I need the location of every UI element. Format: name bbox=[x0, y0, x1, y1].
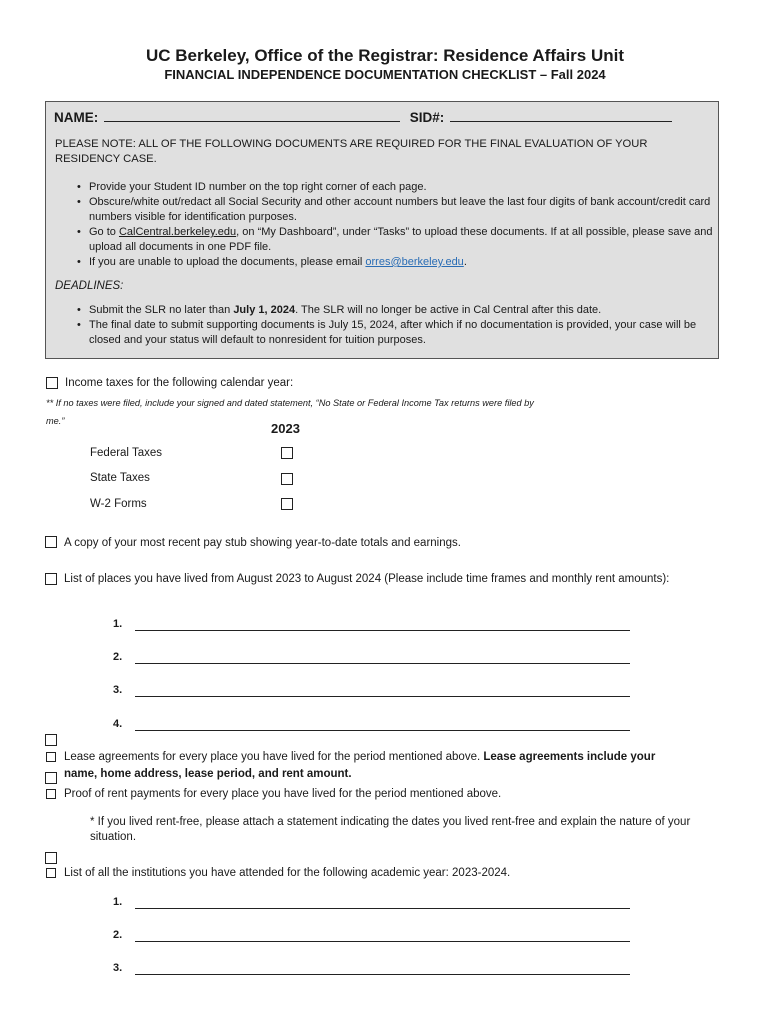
lease-label: Lease agreements for every place you have lived for the period mentioned above. Lease agreements include your bbox=[64, 751, 656, 763]
rent-proof-label: Proof of rent payments for every place you have lived for the period mentioned above. bbox=[64, 788, 502, 800]
instruction-list bbox=[75, 180, 715, 270]
w2-forms-checkbox[interactable] bbox=[281, 498, 293, 510]
state-taxes-checkbox[interactable] bbox=[281, 473, 293, 485]
instruction-item: • Provide your Student ID number on the top right corner of each page. bbox=[75, 180, 715, 195]
institution-number: 2. bbox=[113, 929, 123, 941]
place-line-2[interactable] bbox=[135, 663, 630, 664]
lease-details-label: name, home address, lease period, and rent amount. bbox=[64, 768, 352, 780]
institution-line-1[interactable] bbox=[135, 908, 630, 909]
federal-taxes-checkbox[interactable] bbox=[281, 447, 293, 459]
page-subtitle: FINANCIAL INDEPENDENCE DOCUMENTATION CHECKLIST – Fall 2024 bbox=[164, 67, 606, 82]
deadline-item: • Submit the SLR no later than July 1, 2024. The SLR will no longer be active in Cal Central after this date. bbox=[75, 303, 715, 318]
lease-details-checkbox[interactable] bbox=[45, 772, 57, 784]
institution-number: 1. bbox=[113, 896, 123, 908]
name-label: NAME: bbox=[54, 110, 99, 125]
places-lived-label: List of places you have lived from August 2023 to August 2024 (Please include time frames and monthly rent amounts): bbox=[64, 573, 670, 585]
place-number: 2. bbox=[113, 651, 123, 663]
institution-line-2[interactable] bbox=[135, 941, 630, 942]
pay-stub-checkbox[interactable] bbox=[45, 536, 57, 548]
rent-free-note: * If you lived rent-free, please attach a statement indicating the dates you lived rent-free and explain the nature of your situation. bbox=[90, 816, 691, 843]
income-taxes-label: Income taxes for the following calendar year: bbox=[65, 377, 294, 389]
tax-year: 2023 bbox=[271, 421, 300, 436]
sid-field[interactable] bbox=[450, 110, 672, 122]
sid-label: SID#: bbox=[409, 110, 445, 125]
income-note: ** If no taxes were filed, include your signed and dated statement, “No State or Federal Income Tax returns were filed by me.” bbox=[46, 398, 534, 426]
place-line-3[interactable] bbox=[135, 696, 630, 697]
required-note: PLEASE NOTE: ALL OF THE FOLLOWING DOCUMENTS ARE REQUIRED FOR THE FINAL EVALUATION OF YOUR RESIDENCY CASE. bbox=[55, 138, 648, 165]
calcentral-link[interactable]: CalCentral.berkeley.edu bbox=[118, 226, 237, 238]
federal-taxes-label: Federal Taxes bbox=[90, 447, 163, 459]
extra-checkbox[interactable] bbox=[45, 734, 57, 746]
pay-stub-label: A copy of your most recent pay stub showing year-to-date totals and earnings. bbox=[64, 537, 461, 549]
institutions-checkbox[interactable] bbox=[46, 868, 56, 878]
place-line-1[interactable] bbox=[135, 630, 630, 631]
deadline-item: • The final date to submit supporting documents is July 15, 2024, after which if no documentation is provided, your case will be closed and your status will default to nonresident for tuition purposes. bbox=[75, 318, 715, 348]
institutions-label: List of all the institutions you have attended for the following academic year: 2023-2024. bbox=[64, 867, 511, 879]
name-sid-line bbox=[54, 110, 672, 125]
institution-number: 3. bbox=[113, 962, 123, 974]
name-field[interactable] bbox=[104, 110, 400, 122]
place-number: 1. bbox=[113, 618, 123, 630]
institution-line-3[interactable] bbox=[135, 974, 630, 975]
lease-checkbox[interactable] bbox=[46, 752, 56, 762]
place-number: 4. bbox=[113, 718, 123, 730]
place-line-4[interactable] bbox=[135, 730, 630, 731]
page-title: UC Berkeley, Office of the Registrar: Residence Affairs Unit bbox=[145, 46, 625, 65]
places-lived-checkbox[interactable] bbox=[45, 573, 57, 585]
place-number: 3. bbox=[113, 684, 123, 696]
instruction-item: • Obscure/white out/redact all Social Security and other account numbers but leave the last four digits of bank account/credit card numbers visible for identification purposes. bbox=[75, 195, 715, 225]
income-taxes-checkbox[interactable] bbox=[46, 377, 58, 389]
deadlines-heading: DEADLINES: bbox=[55, 280, 124, 292]
instruction-item: • If you are unable to upload the documents, please email orres@berkeley.edu. bbox=[75, 255, 715, 270]
deadline-list bbox=[75, 303, 715, 348]
instruction-item: • Go to CalCentral.berkeley.edu, on “My Dashboard”, under “Tasks” to upload these documents. If at all possible, please save and upload all documents in one PDF file. bbox=[75, 225, 715, 255]
email-link[interactable]: orres@berkeley.edu bbox=[365, 256, 464, 268]
state-taxes-label: State Taxes bbox=[90, 472, 150, 484]
w2-forms-label: W-2 Forms bbox=[90, 498, 147, 510]
rent-proof-checkbox[interactable] bbox=[46, 789, 56, 799]
extra-checkbox[interactable] bbox=[45, 852, 57, 864]
